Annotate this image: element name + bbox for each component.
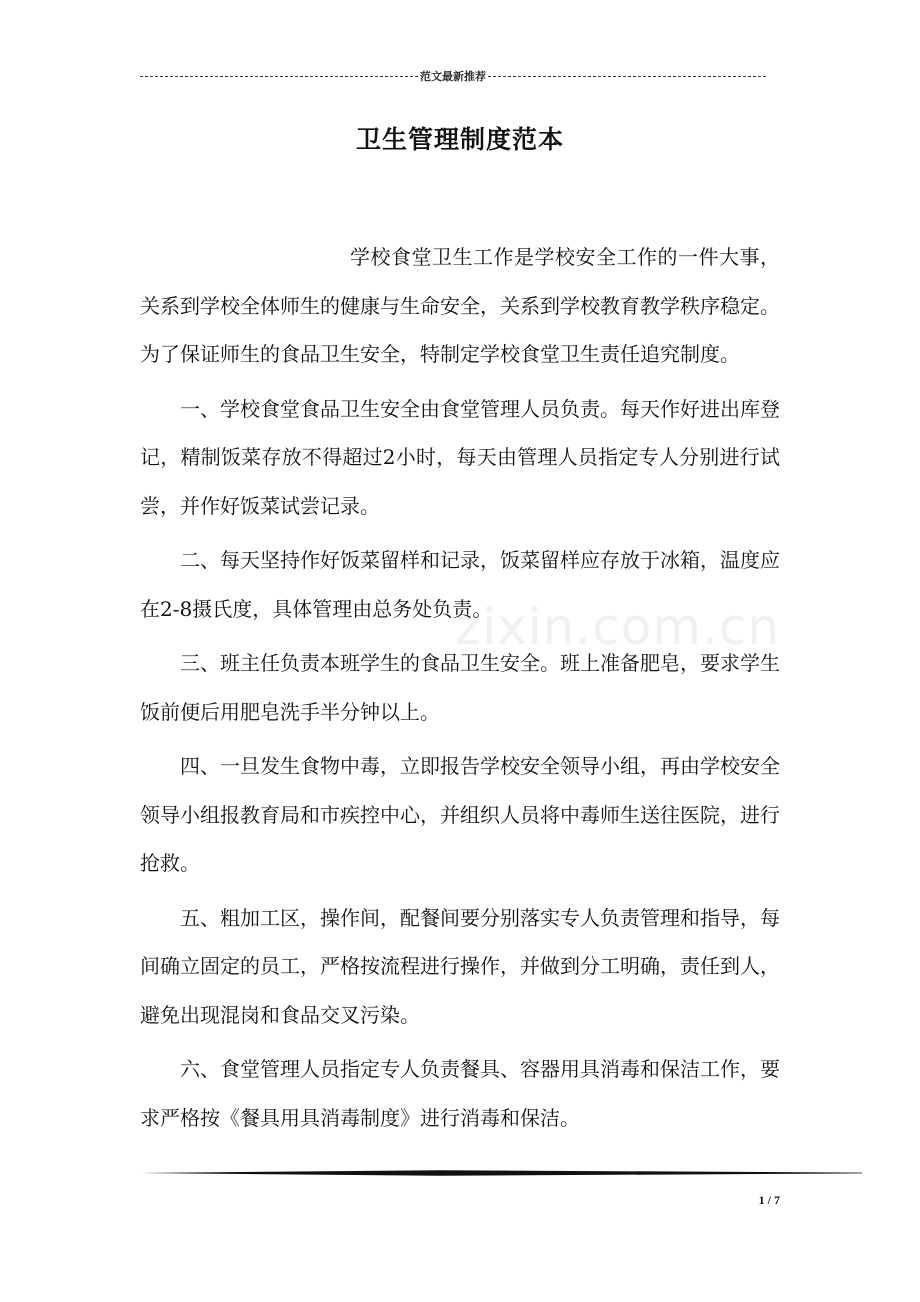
document-title: 卫生管理制度范本: [355, 125, 564, 154]
header-label: 范文最新推荐: [420, 70, 486, 83]
header-dash-right: [488, 76, 766, 77]
document-body: [140, 233, 780, 1148]
paragraph-intro: 学校食堂卫生工作是学校安全工作的一件大事，关系到学校全体师生的健康与生命安全，关系到学校教育教学秩序稳定。为了保证师生的食品卫生安全，特制定学校食堂卫生责任追究制度。: [140, 245, 780, 366]
paragraph-1: 一、学校食堂食品卫生安全由食堂管理人员负责。每天作好进出库登记，精制饭菜存放不得超过2小时，每天由管理人员指定专人分别进行试尝，并作好饭菜试尝记录。: [140, 396, 780, 518]
watermark: zixin.com.cn: [455, 598, 781, 656]
paragraph-6: 六、食堂管理人员指定专人负责餐具、容器用具消毒和保洁工作，要求严格按《餐具用具消毒制度》进行消毒和保洁。: [140, 1057, 780, 1130]
page-header: [140, 66, 766, 86]
paragraph-3: 三、班主任负责本班学生的食品卫生安全。班上准备肥皂，要求学生饭前便后用肥皂洗手半分钟以上。: [140, 651, 780, 724]
paragraph-2: 二、每天坚持作好饭菜留样和记录，饭菜留样应存放于冰箱，温度应在2-8摄氏度，具体管理由总务处负责。: [140, 548, 780, 621]
header-dash-left: [140, 76, 418, 77]
page-number: 1 / 7: [758, 1193, 780, 1207]
paragraph-4: 四、一旦发生食物中毒，立即报告学校安全领导小组，再由学校安全领导小组报教育局和市疾控中心，并组织人员将中毒师生送往医院，进行抢救。: [140, 754, 780, 875]
footer-rule: [140, 1170, 862, 1176]
paragraph-5: 五、粗加工区，操作间，配餐间要分别落实专人负责管理和指导，每间确立固定的员工，严格按流程进行操作，并做到分工明确，责任到人，避免出现混岗和食品交叉污染。: [140, 905, 780, 1027]
